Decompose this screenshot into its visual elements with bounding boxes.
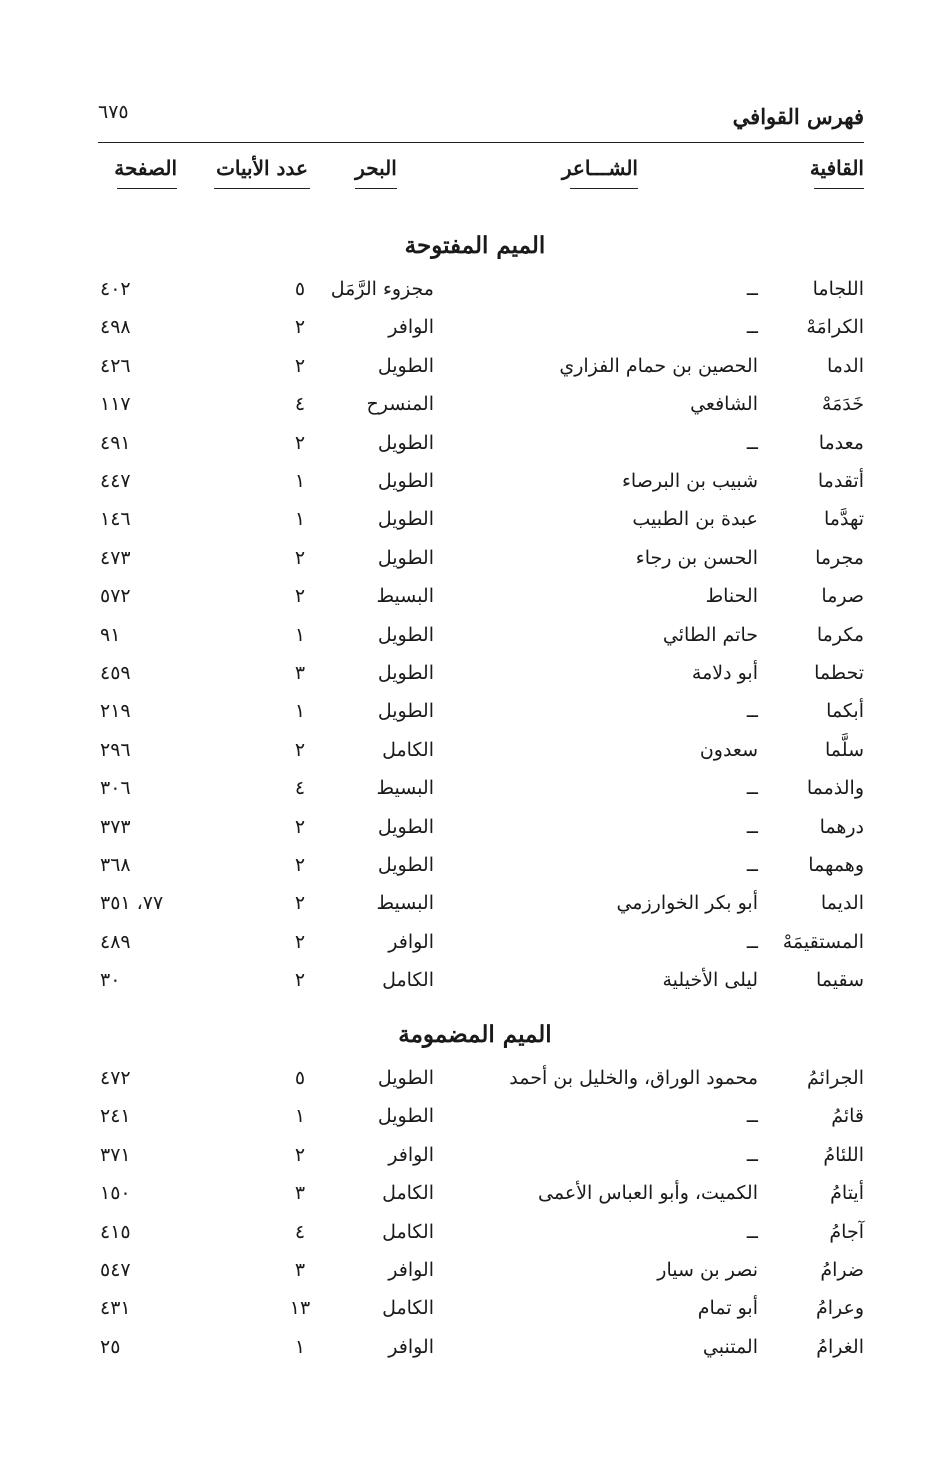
column-header-underline [355, 188, 397, 189]
column-header-underline [117, 188, 177, 189]
cell-rhyme: أيتامُ [830, 1182, 864, 1205]
table-row [0, 1182, 950, 1220]
cell-poet: الحسن بن رجاء [635, 546, 758, 569]
cell-poet: الكميت، وأبو العباس الأعمى [538, 1182, 758, 1205]
cell-rhyme: درهما [819, 815, 864, 838]
cell-meter: الكامل [382, 738, 434, 761]
cell-rhyme: سلَّما [825, 738, 864, 761]
table-row [0, 278, 950, 316]
table-row [0, 585, 950, 623]
cell-rhyme: المستقيمَهْ [782, 930, 864, 953]
table-row [0, 892, 950, 930]
column-header-poet-label: الشـــاعر [561, 156, 638, 180]
cell-verses: ٢ [294, 969, 306, 992]
cell-page: ٢٥ [100, 1335, 121, 1358]
cell-page: ٣٠٦ [100, 777, 131, 800]
cell-poet: المتنبي [702, 1335, 758, 1358]
cell-meter: مجزوء الرَّمَل [330, 278, 434, 300]
table-row [0, 1144, 950, 1182]
cell-page: ٧٧، ٣٥١ [100, 892, 164, 915]
cell-poet: الحصين بن حمام الفزاري [559, 354, 758, 377]
cell-page: ٤٢٦ [100, 354, 131, 377]
cell-verses: ١ [294, 1335, 306, 1358]
cell-page: ٤١٥ [100, 1220, 131, 1243]
column-header-meter-label: البحر [355, 156, 397, 180]
cell-verses: ٢ [294, 585, 306, 608]
cell-page: ٢٩٦ [100, 738, 131, 761]
cell-rhyme: الغرامُ [816, 1335, 864, 1358]
cell-page: ٢٤١ [100, 1105, 131, 1128]
cell-page: ١١٧ [100, 393, 131, 416]
column-header-underline [570, 188, 638, 189]
cell-verses: ٢ [294, 546, 306, 569]
cell-verses: ٢ [294, 854, 306, 876]
table-row [0, 1067, 950, 1105]
cell-verses: ٢ [294, 431, 306, 454]
table-row [0, 739, 950, 777]
cell-verses: ٤ [294, 393, 306, 416]
cell-rhyme: سقيما [815, 969, 864, 992]
cell-meter: الطويل [377, 854, 434, 876]
table-row [0, 470, 950, 508]
cell-rhyme: اللجاما [812, 278, 864, 300]
cell-meter: الوافر [388, 1335, 434, 1358]
cell-meter: الطويل [377, 431, 434, 454]
cell-page: ٤٧٢ [100, 1067, 131, 1089]
cell-verses: ٤ [294, 777, 306, 800]
cell-verses: ٢ [294, 930, 306, 953]
cell-meter: الكامل [382, 1220, 434, 1243]
cell-poet: أبو تمام [697, 1297, 758, 1320]
running-title: فهرس القوافي [732, 104, 864, 129]
cell-rhyme: الجرائمُ [806, 1067, 864, 1089]
column-header-rhyme [809, 156, 864, 189]
cell-meter: الكامل [382, 1182, 434, 1205]
column-header-poet [561, 156, 638, 189]
cell-rhyme: الديما [820, 892, 864, 915]
table-row [0, 854, 950, 892]
table-row [0, 969, 950, 1007]
table-row [0, 1336, 950, 1374]
cell-rhyme: صرما [821, 585, 864, 608]
cell-page: ٣٠ [100, 969, 121, 992]
table-row [0, 1297, 950, 1335]
cell-meter: الطويل [377, 508, 434, 531]
cell-poet: ــ [746, 777, 758, 800]
cell-rhyme: مكرما [816, 623, 864, 646]
column-header-verses-label: عدد الأبيات [216, 156, 308, 180]
cell-page: ٤٥٩ [100, 662, 131, 684]
table-row [0, 816, 950, 854]
cell-rhyme: أتقدما [817, 470, 864, 492]
cell-page: ٣٧٣ [100, 815, 131, 838]
cell-meter: الطويل [377, 1105, 434, 1128]
cell-verses: ٣ [294, 1182, 306, 1205]
cell-verses: ١٣ [289, 1297, 311, 1320]
cell-poet: سعدون [699, 738, 758, 761]
column-header-meter [355, 156, 397, 189]
cell-verses: ١ [294, 1105, 306, 1128]
cell-rhyme: تهدَّما [824, 508, 864, 531]
column-header-rhyme-label: القافية [809, 156, 864, 180]
cell-rhyme: آجامُ [829, 1220, 864, 1243]
section-title: الميم المفتوحة [404, 232, 546, 259]
cell-page: ٥٧٢ [100, 585, 131, 608]
cell-poet: ــ [746, 1105, 758, 1128]
table-row [0, 1105, 950, 1143]
cell-verses: ٣ [294, 1259, 306, 1281]
cell-verses: ١ [294, 700, 306, 723]
table-row [0, 432, 950, 470]
cell-verses: ٢ [294, 738, 306, 761]
table-row [0, 393, 950, 431]
cell-verses: ١ [294, 508, 306, 531]
table-row [0, 777, 950, 815]
table-row [0, 547, 950, 585]
cell-verses: ٤ [294, 1220, 306, 1243]
cell-meter: البسيط [376, 777, 434, 800]
cell-meter: الطويل [377, 1067, 434, 1089]
cell-page: ١٥٠ [100, 1182, 131, 1205]
cell-poet: عبدة بن الطبيب [632, 508, 758, 531]
cell-rhyme: معدما [818, 431, 864, 454]
cell-rhyme: وعرامُ [815, 1297, 864, 1320]
cell-verses: ٢ [294, 892, 306, 915]
cell-verses: ٢ [294, 815, 306, 838]
cell-page: ٢١٩ [100, 700, 131, 723]
cell-verses: ٢ [294, 1143, 306, 1166]
table-row [0, 316, 950, 354]
cell-rhyme: قائمُ [831, 1105, 864, 1128]
cell-meter: الطويل [377, 354, 434, 377]
table-row [0, 1259, 950, 1297]
table-row [0, 355, 950, 393]
cell-verses: ٢ [294, 354, 306, 377]
cell-page: ١٤٦ [100, 508, 131, 531]
cell-meter: الوافر [388, 1143, 434, 1166]
column-header-page [114, 156, 177, 189]
table-row [0, 931, 950, 969]
cell-meter: الكامل [382, 969, 434, 992]
cell-poet: ــ [746, 278, 758, 300]
cell-page: ٤٩١ [100, 431, 131, 454]
cell-poet: ــ [746, 700, 758, 723]
cell-poet: الشافعي [690, 393, 758, 416]
cell-verses: ٢ [294, 316, 306, 339]
column-header-underline [214, 188, 310, 189]
cell-poet: محمود الوراق، والخليل بن أحمد [509, 1067, 758, 1089]
cell-poet: ــ [746, 431, 758, 454]
cell-rhyme: خَدَمَهْ [821, 393, 864, 416]
cell-page: ٣٦٨ [100, 854, 131, 876]
cell-meter: الطويل [377, 546, 434, 569]
cell-meter: الطويل [377, 623, 434, 646]
table-row [0, 662, 950, 700]
cell-verses: ١ [294, 623, 306, 646]
section-title: الميم المضمومة [398, 1021, 552, 1048]
header-rule [98, 142, 864, 143]
cell-page: ٩١ [100, 623, 121, 646]
cell-poet: ــ [746, 815, 758, 838]
cell-verses: ١ [294, 470, 306, 492]
cell-page: ٤٠٢ [100, 278, 131, 300]
table-row [0, 624, 950, 662]
cell-meter: البسيط [376, 585, 434, 608]
cell-poet: ــ [746, 1220, 758, 1243]
cell-page: ٤٨٩ [100, 930, 131, 953]
cell-page: ٣٧١ [100, 1143, 131, 1166]
cell-page: ٤٩٨ [100, 316, 131, 339]
cell-page: ٤٤٧ [100, 470, 131, 492]
cell-rhyme: والذمما [806, 777, 864, 800]
cell-meter: الطويل [377, 470, 434, 492]
cell-poet: ــ [746, 930, 758, 953]
cell-meter: الوافر [388, 1259, 434, 1281]
cell-rhyme: أبكما [826, 700, 864, 723]
table-row [0, 700, 950, 738]
cell-poet: ــ [746, 1143, 758, 1166]
cell-verses: ٥ [294, 278, 306, 300]
cell-poet: ليلى الأخيلية [662, 969, 758, 992]
cell-meter: الوافر [388, 316, 434, 339]
cell-poet: حاتم الطائي [662, 623, 758, 646]
cell-poet: أبو بكر الخوارزمي [616, 892, 758, 915]
cell-meter: الطويل [377, 662, 434, 684]
cell-page: ٤٧٣ [100, 546, 131, 569]
cell-meter: البسيط [376, 892, 434, 915]
cell-rhyme: الكرامَهْ [806, 316, 864, 339]
cell-page: ٥٤٧ [100, 1259, 131, 1281]
cell-meter: الكامل [382, 1297, 434, 1320]
cell-meter: الطويل [377, 700, 434, 723]
cell-rhyme: اللئامُ [823, 1143, 864, 1166]
cell-poet: ــ [746, 316, 758, 339]
cell-meter: المنسرح [366, 393, 434, 416]
cell-poet: أبو دلامة [691, 662, 758, 684]
cell-poet: ــ [746, 854, 758, 876]
table-row [0, 508, 950, 546]
cell-rhyme: وهمهما [808, 854, 864, 876]
cell-rhyme: مجرما [815, 546, 864, 569]
cell-page: ٤٣١ [100, 1297, 131, 1320]
cell-rhyme: تحطما [814, 662, 864, 684]
cell-meter: الطويل [377, 815, 434, 838]
cell-poet: شبيب بن البرصاء [621, 470, 758, 492]
cell-verses: ٣ [294, 662, 306, 684]
page-number: ٦٧٥ [98, 101, 129, 123]
table-row [0, 1221, 950, 1259]
column-header-underline [814, 188, 864, 189]
cell-rhyme: ضرامُ [820, 1259, 864, 1281]
cell-verses: ٥ [294, 1067, 306, 1089]
cell-poet: نصر بن سيار [657, 1259, 758, 1281]
cell-poet: الحناط [705, 585, 758, 608]
cell-rhyme: الدما [826, 354, 864, 377]
cell-meter: الوافر [388, 930, 434, 953]
column-header-verses [214, 156, 310, 189]
column-header-page-label: الصفحة [114, 156, 177, 180]
